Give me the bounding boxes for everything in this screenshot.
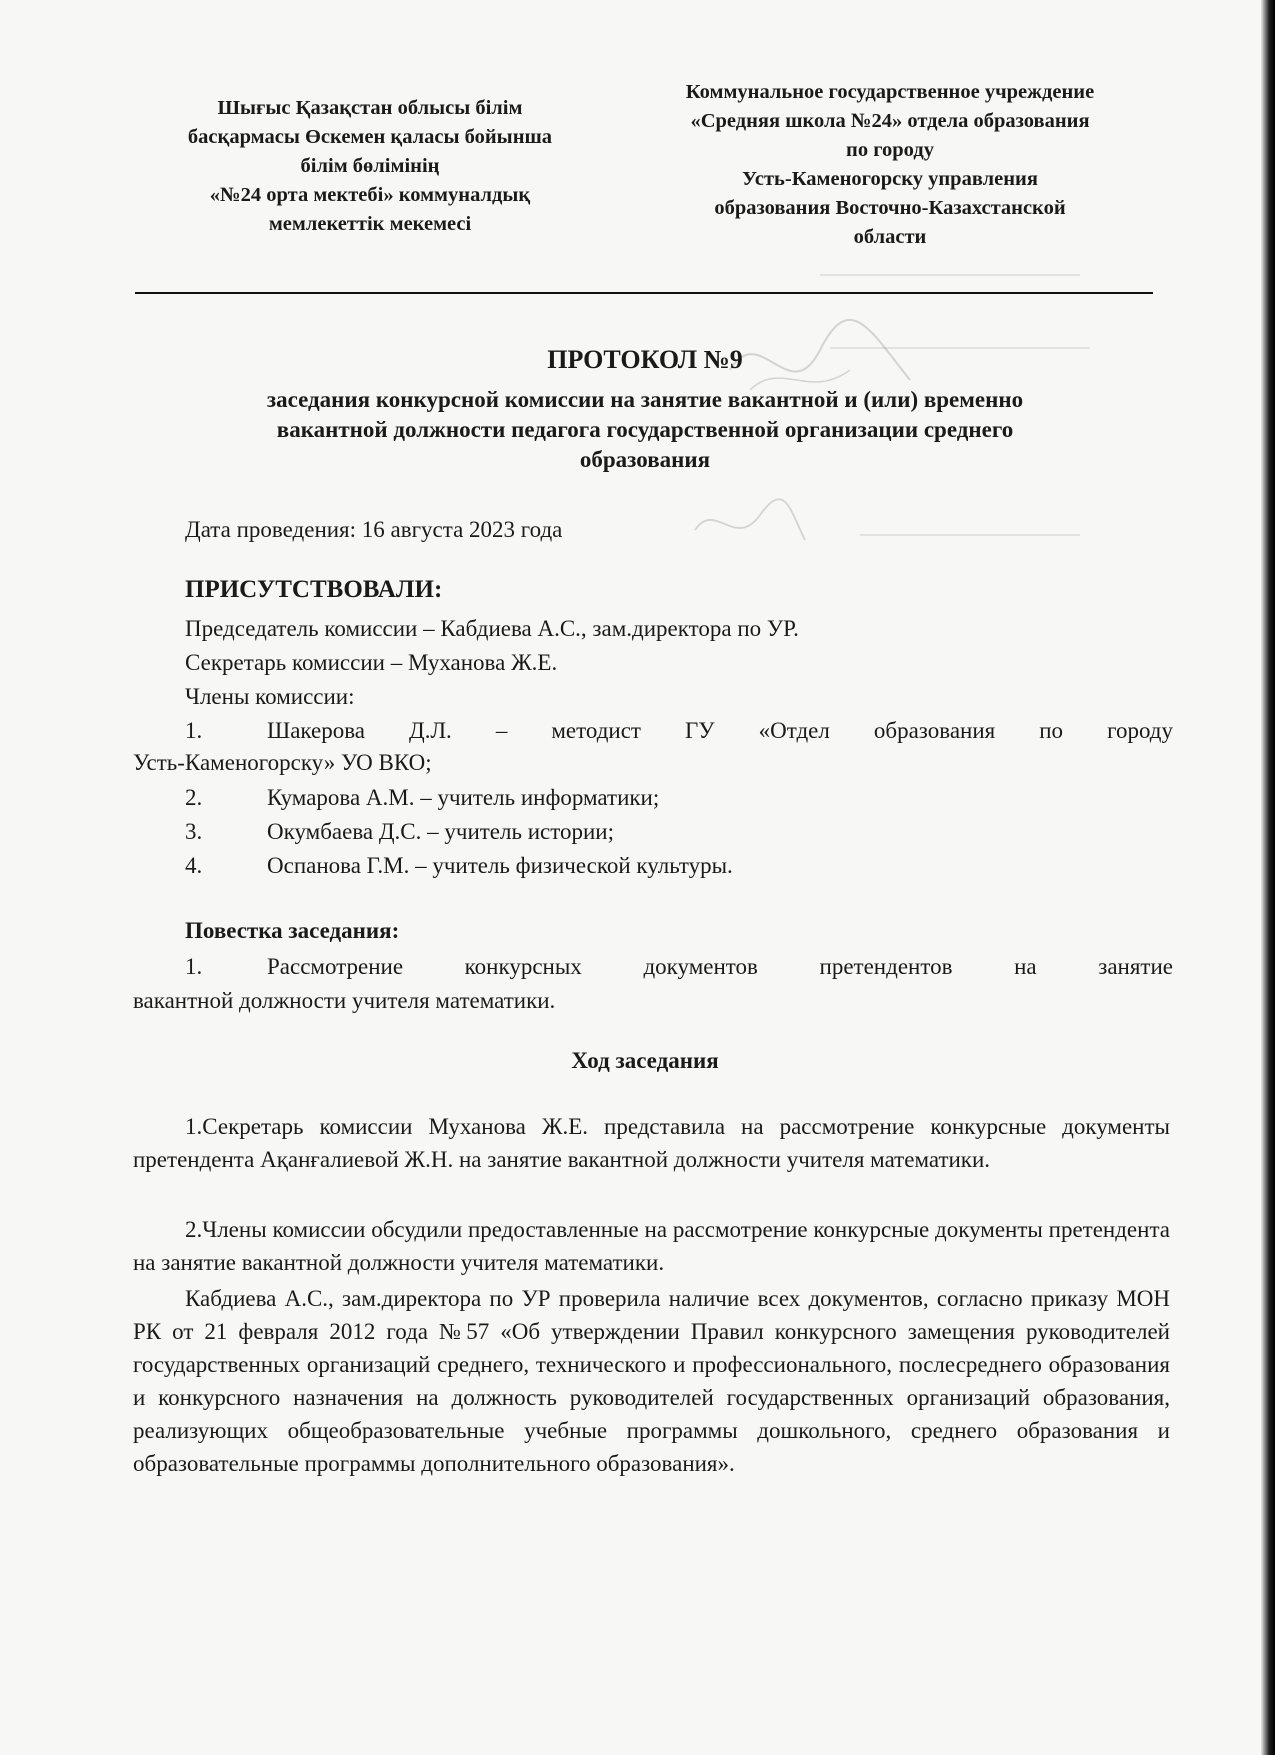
letterhead-line: Усть-Каменогорску управления xyxy=(742,168,1038,190)
member-number: 3. xyxy=(185,819,203,844)
members-label: Члены комиссии: xyxy=(185,684,355,709)
protocol-title xyxy=(130,345,1160,475)
proceedings-paragraph xyxy=(133,1282,1170,1480)
title-line: образования xyxy=(579,447,711,472)
agenda-heading: Повестка заседания: xyxy=(185,918,400,943)
agenda-text: Рассмотрение конкурсных документов претендентов на занятие xyxy=(267,954,1173,979)
member-number: 1. xyxy=(185,718,203,743)
paragraph-text: 2.Члены комиссии обсудили предоставленные на рассмотрение конкурсные документы претендента на занятие вакантной должности учителя математики. xyxy=(133,1217,1170,1275)
present-heading: ПРИСУТСТВОВАЛИ: xyxy=(185,576,443,603)
letterhead-line: мемлекеттік мекемесі xyxy=(268,213,472,235)
member-item xyxy=(185,815,1225,848)
meeting-date: Дата проведения: 16 августа 2023 года xyxy=(185,517,563,542)
member-number: 4. xyxy=(185,853,203,878)
header-divider xyxy=(135,292,1153,294)
secretary-line: Секретарь комиссии – Муханова Ж.Е. xyxy=(185,650,558,675)
member-item xyxy=(185,849,1225,882)
agenda-number: 1. xyxy=(185,954,203,979)
letterhead-line: области xyxy=(853,226,927,248)
letterhead-line: басқармасы Өскемен қаласы бойынша xyxy=(187,126,553,148)
member-item xyxy=(185,781,1225,814)
letterhead-russian xyxy=(620,78,1160,252)
title-line: заседания конкурсной комиссии на занятие вакантной и (или) временно xyxy=(266,387,1024,412)
title-line: вакантной должности педагога государственной организации среднего xyxy=(276,417,1014,442)
member-text: Кумарова А.М. – учитель информатики; xyxy=(267,785,660,810)
proceedings-paragraph xyxy=(133,1213,1170,1279)
letterhead xyxy=(120,78,1160,283)
agenda-text-continued: вакантной должности учителя математики. xyxy=(133,988,556,1013)
chair-line: Председатель комиссии – Кабдиева А.С., зам.директора по УР. xyxy=(185,616,799,641)
protocol-number: ПРОТОКОЛ №9 xyxy=(547,345,743,374)
scan-edge xyxy=(1261,0,1275,1755)
member-text-continued: Усть-Каменогорску» УО ВКО; xyxy=(133,750,432,775)
letterhead-line: «Средняя школа №24» отдела образования xyxy=(690,110,1090,132)
letterhead-kazakh xyxy=(150,94,590,239)
letterhead-line: «№24 орта мектебі» коммуналдық xyxy=(209,184,531,206)
agenda-item xyxy=(185,950,1173,983)
member-text: Оспанова Г.М. – учитель физической культуры. xyxy=(267,853,733,878)
letterhead-line: по городу xyxy=(846,139,934,161)
paragraph-text: Кабдиева А.С., зам.директора по УР проверила наличие всех документов, согласно приказу МОН РК от 21 февраля 2012 года №57 «Об утверждении Правил конкурсного замещения руководителей государственных организаций среднего, технического и профессионального, послесреднего образования и конкурсного назначения на должность руководителей государственных организаций образования, реализующих общеобразовательные учебные программы дошкольного, среднего образования и образовательные программы дополнительного образования». xyxy=(133,1286,1170,1476)
letterhead-line: білім бөлімінің xyxy=(300,155,440,177)
member-number: 2. xyxy=(185,785,203,810)
member-item xyxy=(185,714,1173,747)
letterhead-line: Шығыс Қазақстан облысы білім xyxy=(217,97,523,119)
letterhead-line: Коммунальное государственное учреждение xyxy=(685,81,1095,103)
paragraph-text: 1.Секретарь комиссии Муханова Ж.Е. представила на рассмотрение конкурсные документы претендента Ақанғалиевой Ж.Н. на занятие вакантной должности учителя математики. xyxy=(133,1114,1170,1172)
proceedings-heading: Ход заседания xyxy=(571,1048,719,1073)
member-text: Окумбаева Д.С. – учитель истории; xyxy=(267,819,614,844)
proceedings-paragraph xyxy=(133,1110,1170,1176)
letterhead-line: образования Восточно-Казахстанской xyxy=(714,197,1066,219)
member-text: Шакерова Д.Л. – методист ГУ «Отдел образования по городу xyxy=(267,718,1173,743)
